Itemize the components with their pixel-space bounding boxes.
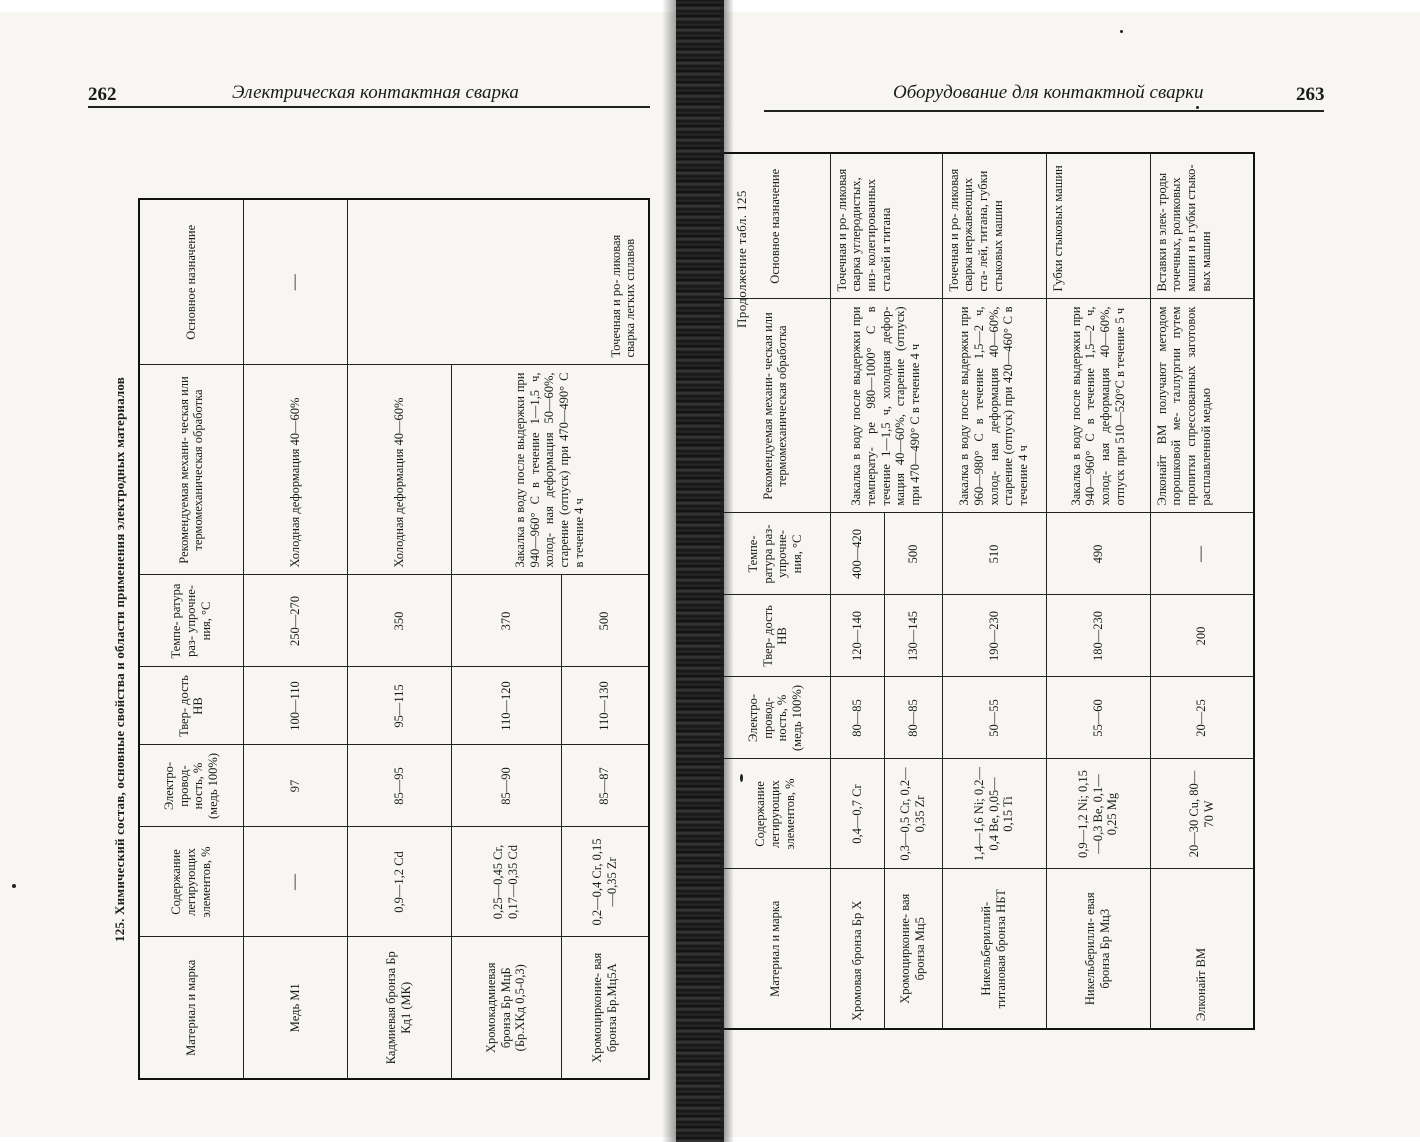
header-material: Материал и марка	[720, 869, 830, 1029]
cell-material: Кадмиевая бронза Бр Кд1 (МК)	[347, 937, 451, 1079]
cell-hardness: 95—115	[347, 667, 451, 745]
right-page-number: 263	[1296, 84, 1325, 105]
cell-purpose: —	[243, 199, 347, 365]
cell-alloying: 1,4—1,6 Ni; 0,2—0,4 Be, 0,05—0,15 Ti	[942, 759, 1046, 869]
cell-hardness: 100—110	[243, 667, 347, 745]
cell-temperature: 370	[451, 575, 561, 667]
cell-treatment: Элконайт ВМ получают методом порошковой ме- таллургии путем пропитки спрессованных заготовок расплавленной медью	[1150, 299, 1254, 513]
left-header-rule	[88, 106, 650, 108]
table-row	[1046, 153, 1150, 1029]
header-hardness: Твер- дость HB	[139, 667, 243, 745]
cell-shared-purpose: Точечная и ро- ликовая сварка легких сплавов	[347, 199, 649, 365]
header-temperature: Темпе- ратура раз- упрочне- ния, °C	[139, 575, 243, 667]
cell-conductivity: 80—85	[830, 677, 884, 759]
table-row	[243, 199, 347, 1079]
cell-hardness: 110—120	[451, 667, 561, 745]
cell-shared-treatment: Закалка в воду после выдержки при 940—960° С в течение 1—1,5 ч, холод- ная деформация 50—60%, старение (отпуск) при 470—490° С в течение 4 ч	[451, 365, 649, 575]
cell-hardness: 190—230	[942, 595, 1046, 677]
cell-material: Хромокадмиевая бронза Бр МцБ (Бр.ХКд 0,5-0,3)	[451, 937, 561, 1079]
cell-treatment: Закалка в воду после выдержки при 960—980° С в течение 1,5—2 ч, холод- ная деформация 40—60%, старение (отпуск) при 420—460° С в течение 4 ч	[942, 299, 1046, 513]
left-running-title: Электрическая контактная сварка	[232, 82, 519, 103]
cell-alloying: —	[243, 827, 347, 937]
header-alloying: Содержание легирующих элементов, %	[720, 759, 830, 869]
header-treatment: Рекомендуемая механи- ческая или термомеханическая обработка	[720, 299, 830, 513]
cell-alloying: 20—30 Cu, 80—70 W	[1150, 759, 1254, 869]
header-purpose: Основное назначение	[720, 153, 830, 299]
header-temperature: Темпе- ратура раз- упрочне- ния, °C	[720, 513, 830, 595]
cell-temperature: 500	[561, 575, 649, 667]
header-conductivity: Электро- провод- ность, % (медь 100%)	[139, 745, 243, 827]
cell-alloying: 0,2—0,4 Cr, 0,15—0,35 Zr	[561, 827, 649, 937]
cell-treatment: Холодная деформация 40—60%	[243, 365, 347, 575]
cell-alloying: 0,4—0,7 Cr	[830, 759, 884, 869]
book-spine	[676, 0, 724, 1142]
right-running-title: Оборудование для контактной сварки	[893, 82, 1204, 103]
cell-hardness: 180—230	[1046, 595, 1150, 677]
speck	[1120, 30, 1123, 33]
cell-purpose: Губки стыковых машин	[1046, 153, 1150, 299]
cell-temperature: 250—270	[243, 575, 347, 667]
cell-conductivity: 85—95	[347, 745, 451, 827]
cell-temperature: 400—420	[830, 513, 884, 595]
cell-material: Медь М1	[243, 937, 347, 1079]
cell-alloying: 0,9—1,2 Cd	[347, 827, 451, 937]
cell-conductivity: 50—55	[942, 677, 1046, 759]
table-header-row	[139, 199, 243, 1079]
cell-alloying: 0,25—0,45 Cr, 0,17—0,35 Cd	[451, 827, 561, 937]
header-alloying: Содержание легирующих элементов, %	[139, 827, 243, 937]
cell-treatment: Закалка в воду после выдержки при 940—960° С в течение 1,5—2 ч, холод- ная деформация 40—60%, отпуск при 510—520°С в течение 5 ч	[1046, 299, 1150, 513]
cell-conductivity: 85—90	[451, 745, 561, 827]
cell-material: Хромовая бронза Бр Х	[830, 869, 884, 1029]
cell-hardness: 120—140	[830, 595, 884, 677]
left-caption-rotor	[109, 222, 131, 942]
right-running-head	[718, 80, 1420, 110]
cell-material: Никельбериллий- титановая бронза НБТ	[942, 869, 1046, 1029]
cell-purpose: Точечная и ро- ликовая сварка нержавеющих ста- лей, титана, губки стыковых машин	[942, 153, 1046, 299]
header-conductivity: Электро- провод- ность, % (медь 100%)	[720, 677, 830, 759]
cell-temperature: 510	[942, 513, 1046, 595]
electrode-materials-table-continued	[719, 152, 1255, 1030]
electrode-materials-table	[138, 198, 650, 1080]
left-page	[0, 12, 690, 1137]
cell-temperature: —	[1150, 513, 1254, 595]
table-row	[347, 199, 451, 1079]
cell-shared-treatment: Закалка в воду после выдержки при температу- ре 980—1000° С в течение 1—1,5 ч, холодная дефор- мация 40—60%, старение (отпуск) при 470—490° С в течение 4 ч	[830, 299, 942, 513]
cell-conductivity: 97	[243, 745, 347, 827]
speck	[1196, 106, 1199, 109]
header-treatment: Рекомендуемая механи- ческая или термомеханическая обработка	[139, 365, 243, 575]
table-caption: 125. Химический состав, основные свойства и области применения электродных материалов	[112, 377, 127, 942]
cell-temperature: 490	[1046, 513, 1150, 595]
cell-purpose: Вставки в элек- троды точечных, роликовых машин и в губки стыко- вых машин	[1150, 153, 1254, 299]
gutter-shadow-right	[720, 0, 734, 1142]
cell-temperature: 350	[347, 575, 451, 667]
header-material: Материал и марка	[139, 937, 243, 1079]
cell-hardness: 110—130	[561, 667, 649, 745]
cell-material: Никельберилли- евая бронза Бр Мц3	[1046, 869, 1150, 1029]
cell-hardness: 200	[1150, 595, 1254, 677]
cell-alloying: 0,9—1,2 Ni; 0,15—0,3 Be, 0,1—0,25 Mg	[1046, 759, 1150, 869]
table-row	[942, 153, 1046, 1029]
table-header-row	[720, 153, 830, 1029]
left-table-rotor	[138, 200, 648, 1080]
cell-hardness: 130—145	[884, 595, 942, 677]
cell-conductivity: 80—85	[884, 677, 942, 759]
continuation-caption: Продолжение табл. 125	[734, 190, 749, 328]
table-row	[830, 153, 884, 1029]
cell-conductivity: 55—60	[1046, 677, 1150, 759]
cell-conductivity: 20—25	[1150, 677, 1254, 759]
cell-shared-purpose: Точечная и ро- ликовая сварка углеродистых, низ- колегированных сталей и титана	[830, 153, 942, 299]
right-table-rotor	[719, 154, 1253, 1030]
cell-material: Хромоцирконие- вая бронза Бр.Мц5А	[561, 937, 649, 1079]
cell-material: Хромоцирконие- вая бронза Мц5	[884, 869, 942, 1029]
speck	[740, 774, 743, 782]
cell-treatment: Холодная деформация 40—60%	[347, 365, 451, 575]
left-page-number: 262	[88, 84, 117, 105]
right-header-rule	[764, 110, 1324, 112]
right-page	[718, 12, 1420, 1137]
speck	[12, 884, 16, 888]
table-row	[1150, 153, 1254, 1029]
cell-conductivity: 85—87	[561, 745, 649, 827]
cell-alloying: 0,3—0,5 Cr, 0,2—0,35 Zr	[884, 759, 942, 869]
cell-material: Элконайт ВМ	[1150, 869, 1254, 1029]
header-purpose: Основное назначение	[139, 199, 243, 365]
header-hardness: Твер- дость HB	[720, 595, 830, 677]
cell-temperature: 500	[884, 513, 942, 595]
